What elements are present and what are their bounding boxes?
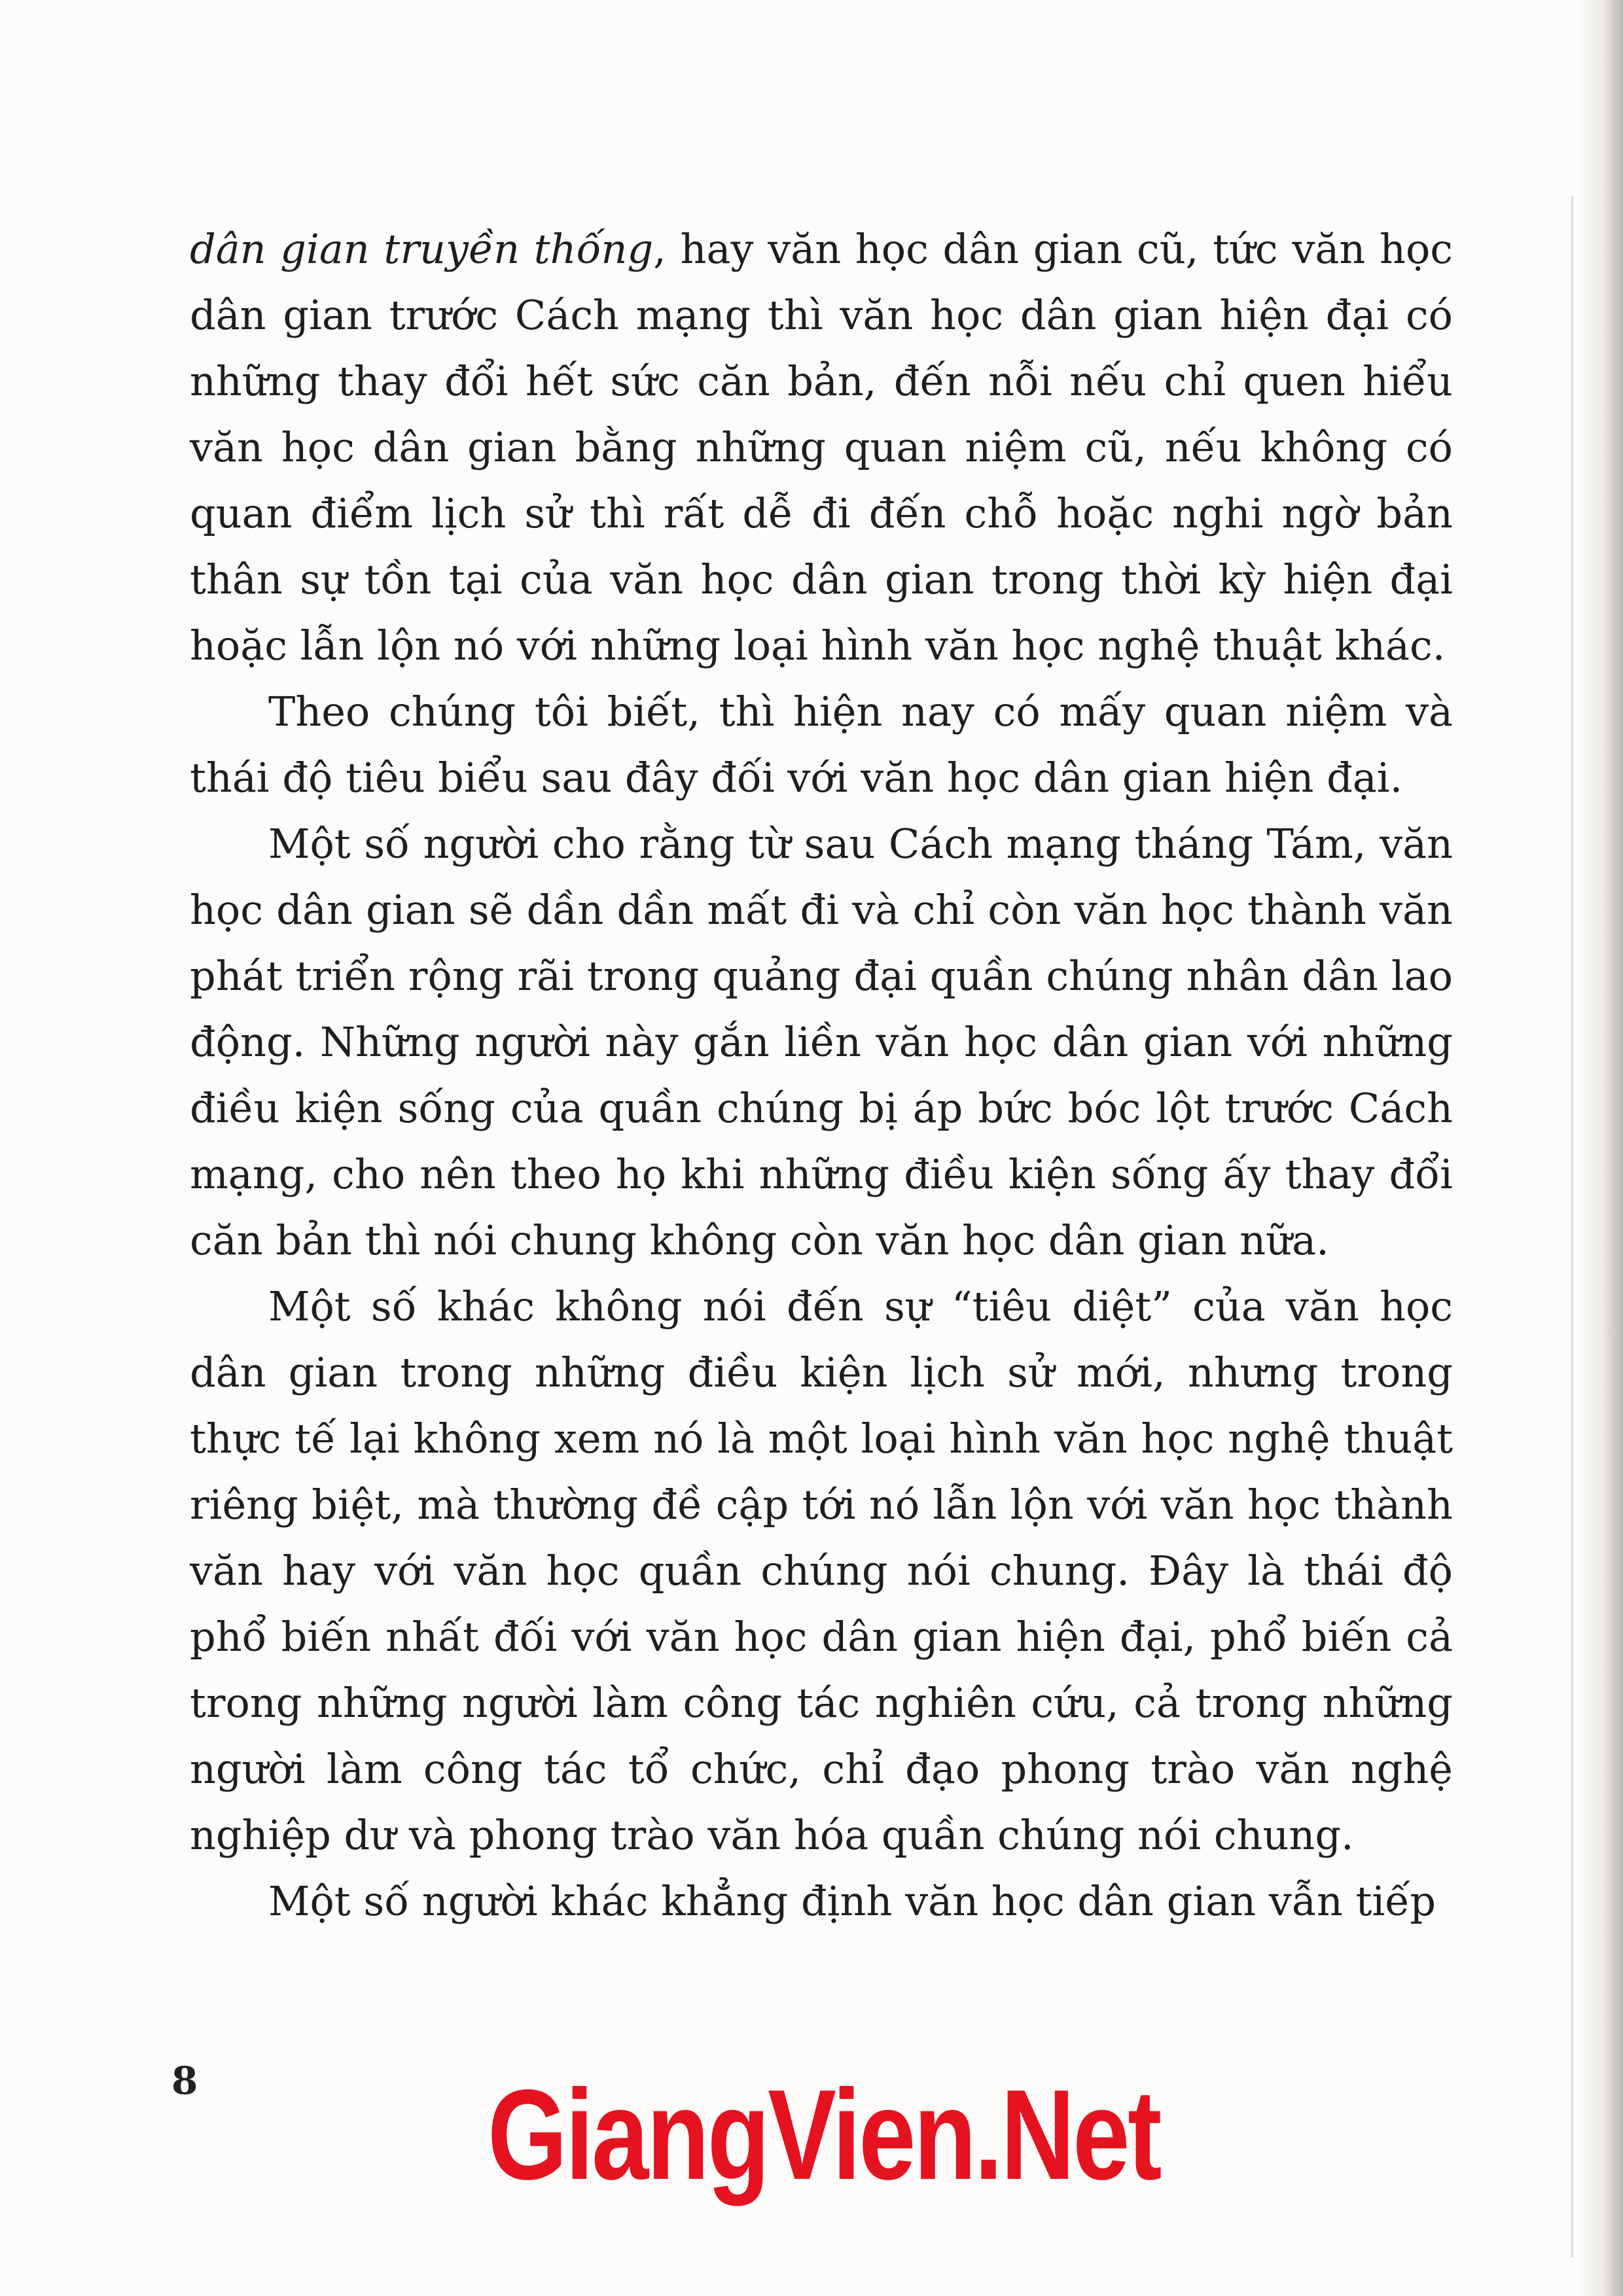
spine-line: [1571, 196, 1573, 2257]
paragraph-3: Một số người cho rằng từ sau Cách mạng tháng Tám, văn học dân gian sẽ dần dần mất đi và chỉ còn văn học thành văn phát triển rộng rãi trong quảng đại quần chúng nhân dân lao động. Những người này gắn liền văn học dân gian với những điều kiện sống của quần chúng bị áp bức bóc lột trước Cách mạng, cho nên theo họ khi những điều kiện sống ấy thay đổi căn bản thì nói chung không còn văn học dân gian nữa.: [190, 820, 1453, 1264]
watermark-logo: GiangVien.Net: [488, 2063, 1160, 2206]
italic-lead: dân gian truyền thống: [190, 225, 654, 273]
paragraph-1: [190, 216, 1453, 679]
paragraph-4: Một số khác không nói đến sự “tiêu diệt” của văn học dân gian trong những điều kiện lịch sử mới, nhưng trong thực tế lại không xem nó là một loại hình văn học nghệ thuật riêng biệt, mà thường đề cập tới nó lẫn lộn với văn học thành văn hay với văn học quần chúng nói chung. Đây là thái độ phổ biến nhất đối với văn học dân gian hiện đại, phổ biến cả trong những người làm công tác nghiên cứu, cả trong những người làm công tác tổ chức, chỉ đạo phong trào văn nghệ nghiệp dư và phong trào văn hóa quần chúng nói chung.: [190, 1282, 1453, 1859]
paragraph-5: Một số người khác khẳng định văn học dân gian vẫn tiếp: [268, 1877, 1436, 1925]
paragraph-2: Theo chúng tôi biết, thì hiện nay có mấy quan niệm và thái độ tiêu biểu sau đây đối với văn học dân gian hiện đại.: [190, 688, 1453, 802]
spine-shadow: [1577, 0, 1623, 2296]
page-number: 8: [171, 2058, 198, 2103]
body-text: [190, 216, 1453, 1934]
paragraph-1-text: , hay văn học dân gian cũ, tức văn học dân gian trước Cách mạng thì văn học dân gian hiện đại có những thay đổi hết sức căn bản, đến nỗi nếu chỉ quen hiểu văn học dân gian bằng những quan niệm cũ, nếu không có quan điểm lịch sử thì rất dễ đi đến chỗ hoặc nghi ngờ bản thân sự tồn tại của văn học dân gian trong thời kỳ hiện đại hoặc lẫn lộn nó với những loại hình văn học nghệ thuật khác.: [190, 225, 1453, 669]
